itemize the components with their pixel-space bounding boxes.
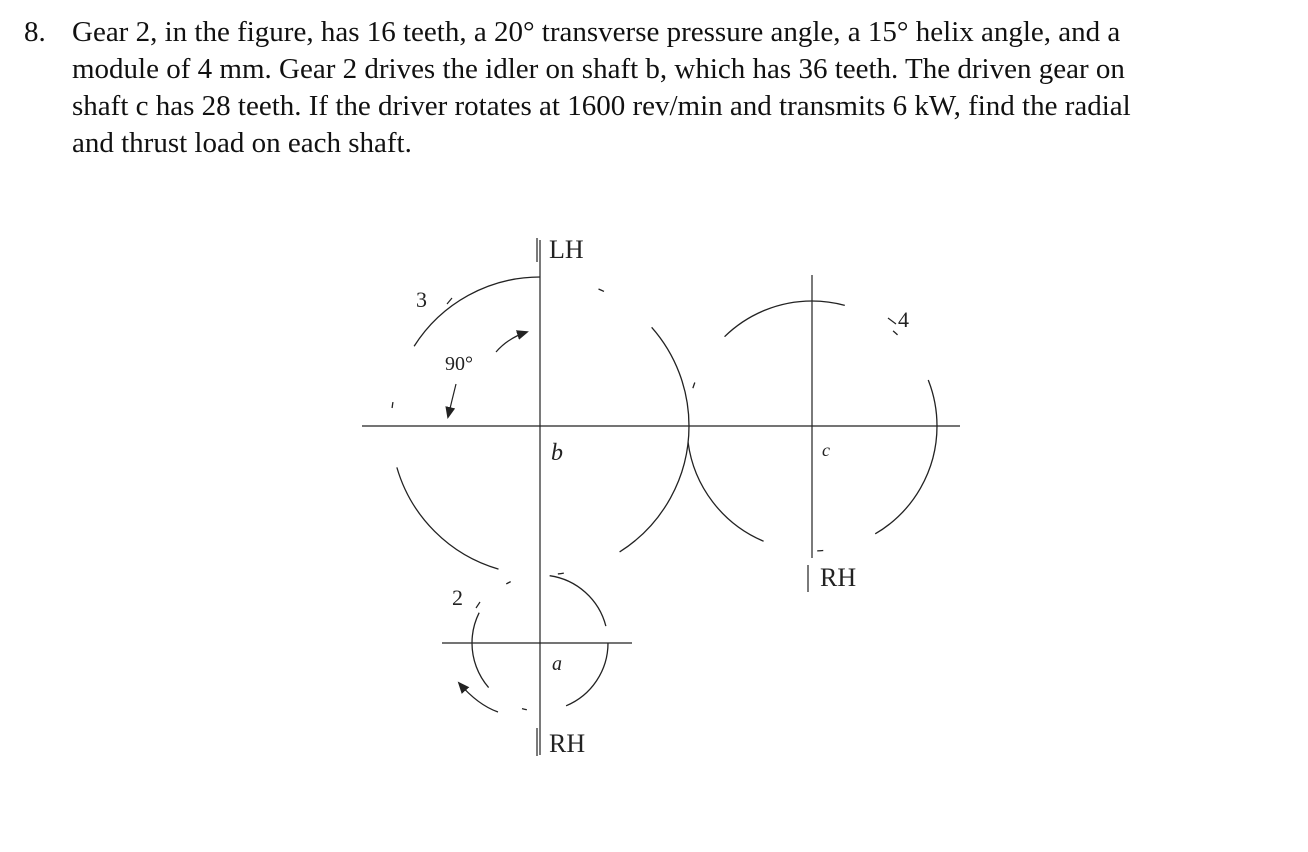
angle-label: 90° [445, 353, 473, 375]
gear2-label: 2 [452, 585, 463, 610]
gear4-leader [888, 318, 896, 324]
rh-a-label: RH [549, 729, 586, 758]
shaft-c-label: c [822, 440, 830, 460]
angle-arrow-lower [448, 384, 456, 417]
gear4-label: 4 [898, 307, 909, 332]
gear2-rotation-arrow [459, 683, 498, 712]
shaft-b-label: b [551, 440, 563, 466]
problem-line-1: Gear 2, in the figure, has 16 teeth, a 20° transverse pressure angle, a 15° helix angle, and a [72, 16, 1121, 48]
problem-line-2: module of 4 mm. Gear 2 drives the idler on shaft b, which has 36 teeth. The driven gear on [72, 53, 1125, 85]
shaft-a-label: a [552, 653, 562, 675]
problem-line-3: shaft c has 28 teeth. If the driver rotates at 1600 rev/min and transmits 6 kW, find the radial [72, 90, 1131, 122]
gear3-label: 3 [416, 287, 427, 312]
angle-arrow-upper [496, 332, 527, 352]
gear3-leader [447, 298, 452, 304]
problem-number: 8. [24, 16, 46, 48]
rh-c-label: RH [820, 563, 857, 592]
gear2-leader [476, 602, 480, 608]
problem-line-4: and thrust load on each shaft. [72, 127, 412, 159]
lh-label: LH [549, 235, 584, 264]
